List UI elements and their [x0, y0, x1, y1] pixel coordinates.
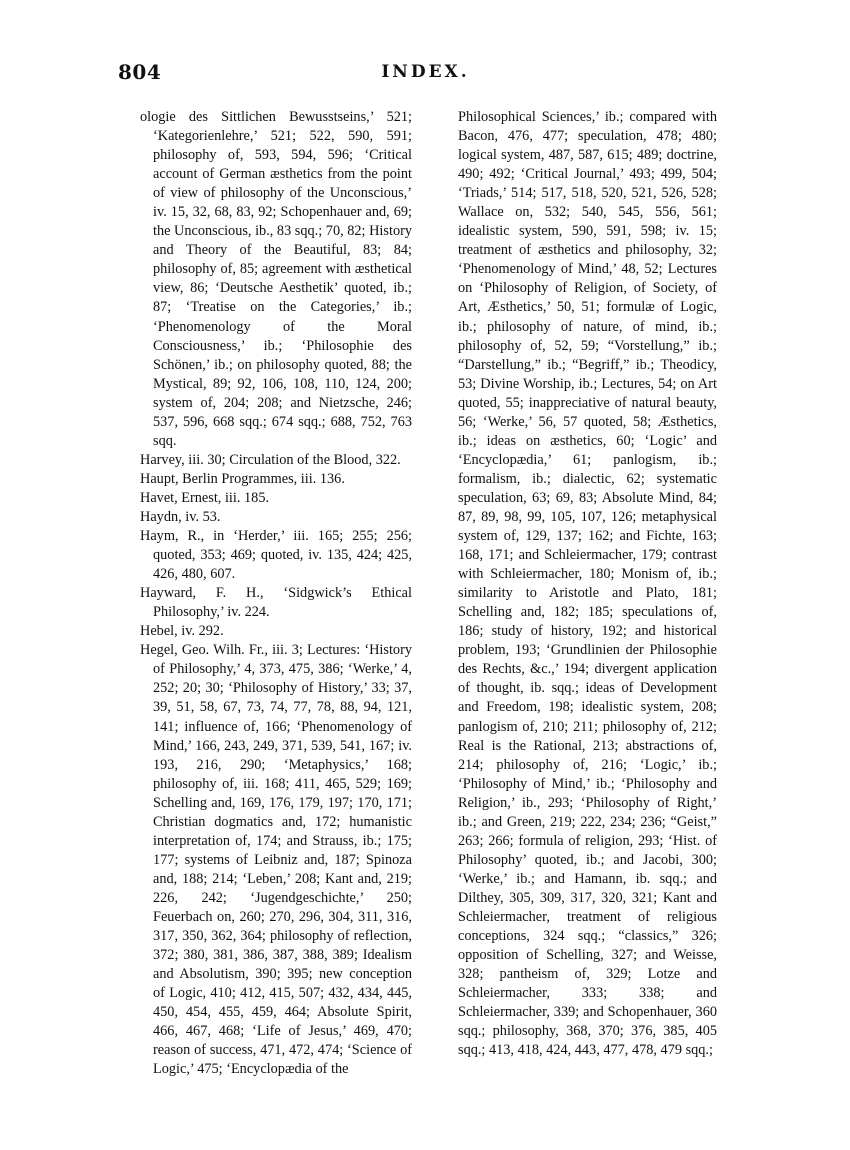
index-entry: Havet, Ernest, iii. 185.	[140, 489, 270, 506]
index-entry: Hayward, F. H., ‘Sidgwick’s Ethical Philosophy,’ iv. 224.	[140, 585, 412, 621]
index-entry: ologie des Sittlichen Bewusstseins,’ 521; ‘Kategorienlehre,’ 521; 522, 590, 591; philosophy of, 593, 594, 596; ‘Critical account of German æsthetics from the point of view of philosophy of the Unconscious,’ iv. 15, 32, 68, 83, 92; Schopenhauer and, 69; the Unconscious, ib., 83 sqq.; 70, 82; History and Theory of the Beautiful, 83; 84; philosophy of, 85; agreement with æsthetical view, 86; ‘Deutsche Aesthetik’ quoted, ib.; 87; ‘Treatise on the Categories,’ ib.; ‘Phenomenology of the Moral Consciousness,’ ib.; ‘Philosophie des Schönen,’ ib.; on philosophy quoted, 88; the Mystical, 89; 92, 106, 108, 110, 124, 200; system of, 204; 208; and Nietzsche, 246; 537, 596, 668 sqq.; 674 sqq.; 688, 752, 763 sqq.	[140, 109, 412, 449]
page-number: 804	[118, 60, 162, 84]
index-entry: Haupt, Berlin Programmes, iii. 136.	[140, 470, 345, 487]
index-column-left	[140, 108, 412, 1079]
index-entry: Haym, R., in ‘Herder,’ iii. 165; 255; 256; quoted, 353; 469; quoted, iv. 135, 424; 425, 426, 480, 607.	[140, 528, 412, 583]
page-header	[118, 60, 733, 90]
index-entry: Hegel, Geo. Wilh. Fr., iii. 3; Lectures: ‘History of Philosophy,’ 4, 373, 475, 386; ‘Werke,’ 4, 252; 20; 30; ‘Philosophy of History,’ 33; 37, 39, 51, 58, 67, 73, 74, 77, 78, 88, 94, 121, 141; influence of, 166; ‘Phenomenology of Mind,’ 166, 243, 249, 371, 539, 541, 167; iv. 193, 216, 290; ‘Metaphysics,’ 168; philosophy of, iii. 168; 411, 465, 529; 169; Schelling and, 169, 176, 179, 197; 170, 171; Christian dogmatics and, 172; humanistic interpretation of, 174; and Strauss, ib.; 175; 177; systems of Leibniz and, 187; Spinoza and, 188; 214; ‘Leben,’ 208; Kant and, 219; 226, 242; ‘Jugendgeschichte,’ 250; Feuerbach on, 260; 270, 296, 304, 311, 316, 317, 350, 362, 364; philosophy of reflection, 372; 380, 381, 386, 387, 388, 389; Idealism and Absolutism, 390; 395; new conception of Logic, 410; 412, 415, 507; 432, 434, 445, 450, 454, 455, 459, 464; Absolute Spirit, 466, 467, 468; ‘Life of Jesus,’ 469, 470; reason of success, 471, 472, 474; ‘Science of Logic,’ 475; ‘Encyclopædia of the	[140, 642, 412, 1078]
running-head: INDEX.	[381, 62, 470, 82]
index-entry: Harvey, iii. 30; Circulation of the Blood, 322.	[140, 451, 401, 468]
index-entry: Haydn, iv. 53.	[140, 508, 221, 525]
index-entry: Hebel, iv. 292.	[140, 623, 224, 640]
index-column-right	[445, 108, 717, 1060]
index-entry: Philosophical Sciences,’ ib.; compared with Bacon, 476, 477; speculation, 478; 480; logical system, 487, 587, 615; 489; doctrine, 490; 492; ‘Critical Journal,’ 493; 499, 504; ‘Triads,’ 514; 517, 518, 520, 521, 526, 528; Wallace on, 532; 540, 545, 556, 561; idealistic system, 590, 591, 598; iv. 15; treatment of æsthetics and philosophy, 32; ‘Phenomenology of Mind,’ 48, 52; Lectures on ‘Philosophy of Religion, of Society, of Art, Æsthetics,’ 50, 51; formulæ of Logic, ib.; philosophy of nature, of mind, ib.; philosophy of, 52, 59; “Vorstellung,” ib.; “Darstellung,” ib.; “Begriff,” ib.; Theodicy, 53; Divine Worship, ib.; Lectures, 54; on Art quoted, 55; inappreciative of natural beauty, 56; ‘Werke,’ 56, 57 quoted, 58; Æsthetics, ib.; ideas on æsthetics, 60; ‘Logic’ and ‘Encyclopædia,’ 61; panlogism, ib.; formalism, ib.; dialectic, 62; systematic speculation, 63; 69, 83; Absolute Mind, 84; 87, 89, 98, 99, 105, 107, 126; metaphysical system of, 129, 137; 162; and Fichte, 163; 168, 171; and Schleiermacher, 179; contrast with Schleiermacher, 180; Monism of, ib.; similarity to Aristotle and Plato, 181; Schelling and, 182; 185; speculations of, 186; study of history, 192; and historical problem, 193; ‘Grundlinien der Philosophie des Rechts, &c.,’ 194; divergent application of thought, ib. sqq.; ideas of Development and Freedom, 198; idealistic system, 208; panlogism of, 210; 211; philosophy of, 212; Real is the Rational, 213; abstractions of, 214; philosophy of, 216; ‘Logic,’ ib.; ‘Philosophy of Mind,’ ib.; ‘Philosophy and Religion,’ ib., 293; ‘Philosophy of Right,’ ib.; and Green, 219; 222, 234; 236; “Geist,” 263; 266; formula of religion, 293; ‘Hist. of Philosophy’ quoted, ib.; and Jacobi, 300; ‘Werke,’ ib.; and Hamann, ib. sqq.; and Dilthey, 305, 309, 317, 320, 321; Kant and Schleiermacher, treatment of religious conceptions, 324 sqq.; “classics,” 326; opposition of Schelling, 327; and Weisse, 328; pantheism of, 329; Lotze and Schleiermacher, 333; 338; and Schleiermacher, 339; and Schopenhauer, 360 sqq.; philosophy, 368, 370; 376, 385, 405 sqq.; 413, 418, 424, 443, 477, 478, 479 sqq.;	[458, 109, 717, 1059]
